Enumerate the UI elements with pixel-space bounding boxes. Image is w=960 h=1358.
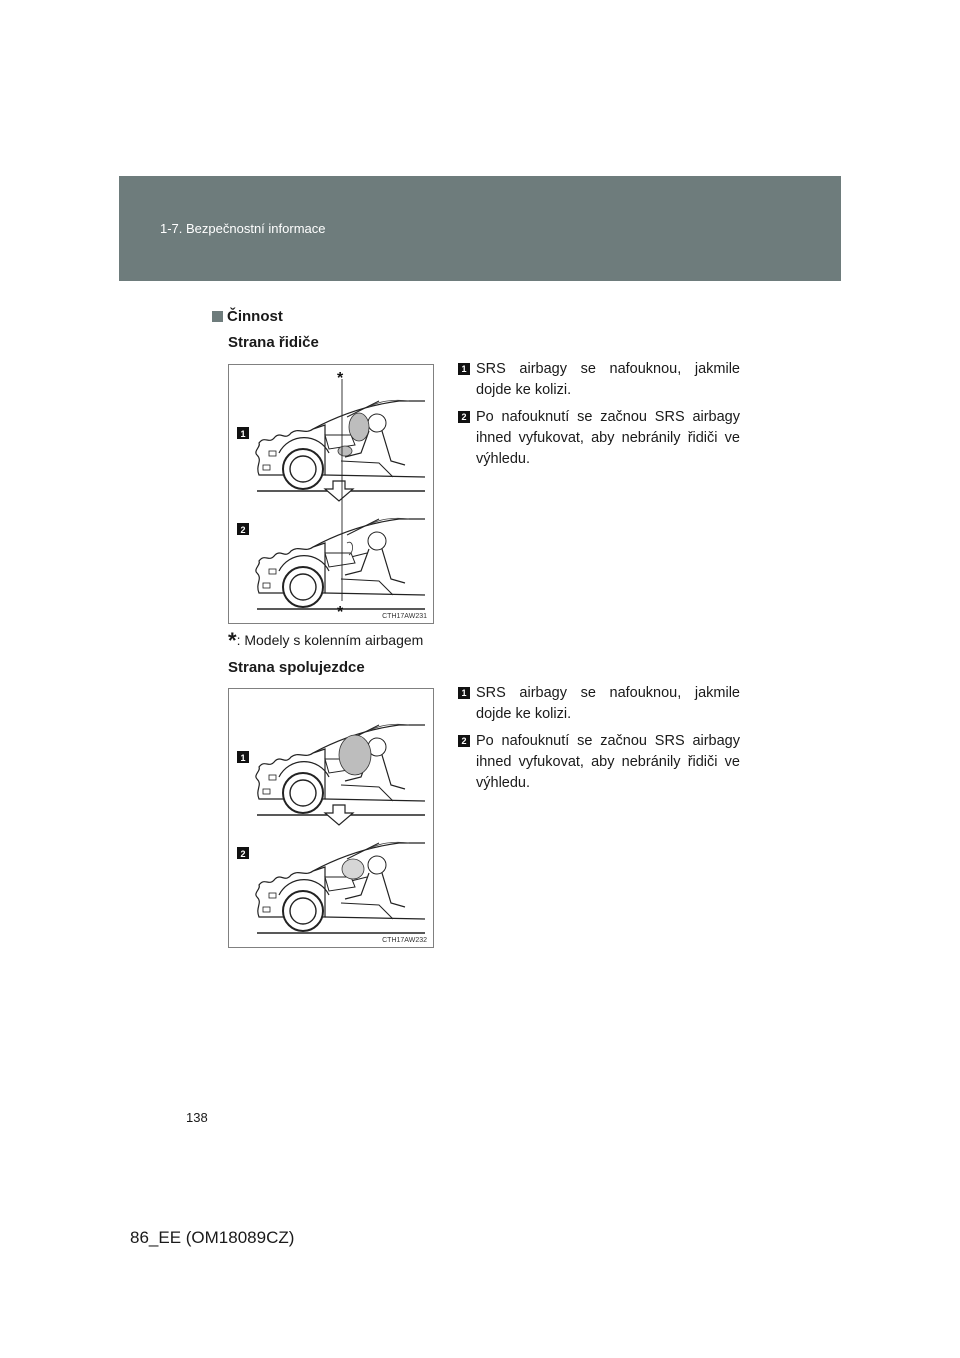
list-item-text: SRS airbagy se nafouknou, jakmile dojde ke kolizi.	[476, 361, 740, 398]
list-item	[458, 731, 740, 794]
section-heading	[212, 308, 283, 325]
chapter-header-band	[119, 176, 841, 281]
figure-badge-2-label: 2	[240, 525, 246, 535]
figure-badge-2-label: 2	[240, 849, 246, 859]
footnote-star: *	[228, 628, 237, 653]
number-badge-icon: 1	[458, 687, 470, 699]
driver-airbag-figure	[228, 364, 434, 624]
list-item	[458, 407, 740, 470]
square-bullet-icon	[212, 311, 223, 322]
number-badge-icon: 2	[458, 411, 470, 423]
number-badge-icon: 2	[458, 735, 470, 747]
page-number: 138	[186, 1110, 208, 1125]
knee-airbag-footnote	[228, 628, 423, 654]
chapter-title: 1-7. Bezpečnostní informace	[160, 221, 326, 236]
knee-airbag-star-top: *	[337, 370, 344, 387]
passenger-side-title: Strana spolujezdce	[228, 659, 365, 676]
list-item-text: SRS airbagy se nafouknou, jakmile dojde ke kolizi.	[476, 685, 740, 722]
list-item-text: Po nafouknutí se začnou SRS airbagy ihned vyfukovat, aby nebránily řidiči ve výhledu.	[476, 733, 740, 791]
document-code: 86_EE (OM18089CZ)	[130, 1228, 295, 1247]
passenger-airbag-illustration	[229, 689, 433, 947]
figure-badge-1-label: 1	[240, 429, 246, 439]
driver-side-title: Strana řidiče	[228, 334, 319, 351]
driver-airbag-illustration	[229, 365, 433, 623]
passenger-figure-code: CTH17AW232	[382, 937, 427, 944]
driver-description-list	[458, 359, 740, 476]
number-badge-icon: 1	[458, 363, 470, 375]
figure-badge-1-label: 1	[240, 753, 246, 763]
section-heading-text: Činnost	[227, 308, 283, 325]
list-item	[458, 683, 740, 725]
passenger-description-list	[458, 683, 740, 800]
list-item	[458, 359, 740, 401]
knee-airbag-star-bottom: *	[337, 604, 344, 621]
passenger-airbag-figure	[228, 688, 434, 948]
driver-figure-code: CTH17AW231	[382, 613, 427, 620]
list-item-text: Po nafouknutí se začnou SRS airbagy ihned vyfukovat, aby nebránily řidiči ve výhledu.	[476, 409, 740, 467]
footnote-text: : Modely s kolenním airbagem	[236, 632, 424, 648]
